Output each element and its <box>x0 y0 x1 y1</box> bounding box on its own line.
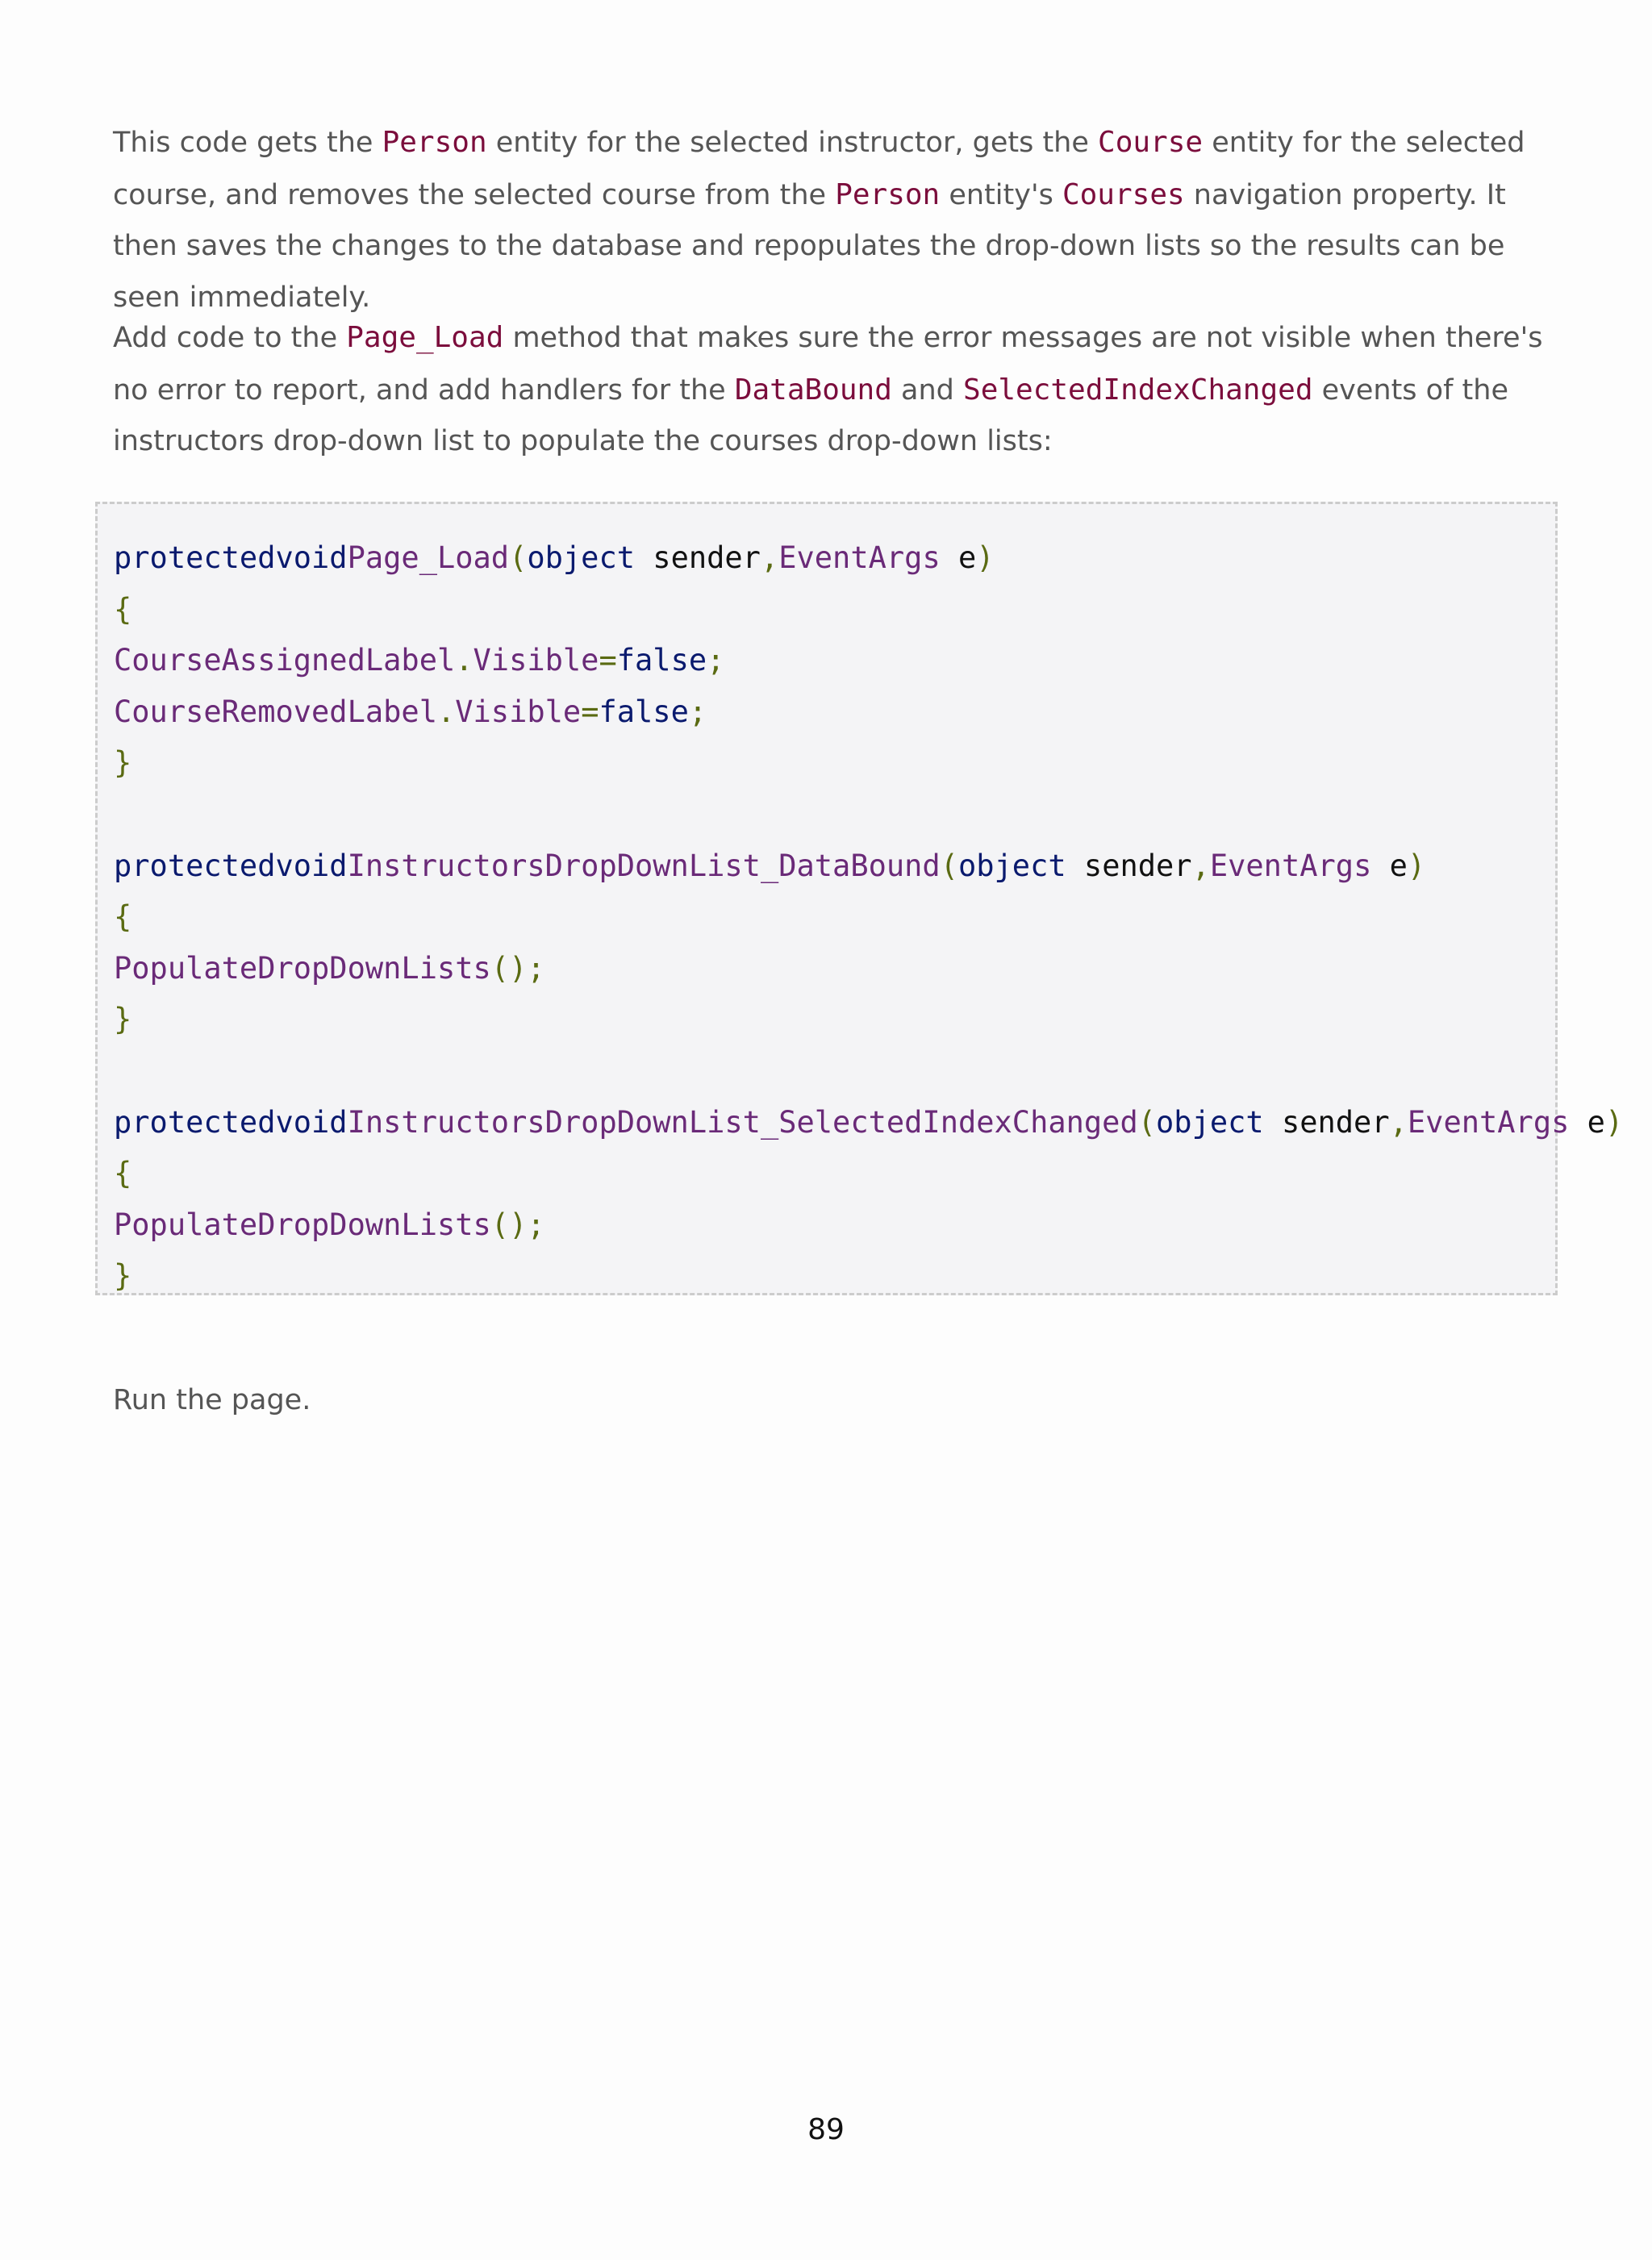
code-brace: } <box>114 745 132 781</box>
page-number: 89 <box>807 2113 845 2146</box>
code-parameter: sender <box>1066 848 1192 883</box>
code-punctuation: , <box>760 540 779 575</box>
code-identifier: CourseRemovedLabel <box>114 694 437 729</box>
code-keyword: false <box>616 643 707 678</box>
code-line <box>114 994 1555 1045</box>
code-line <box>114 584 1555 636</box>
inline-code-course: Course <box>1098 126 1204 159</box>
code-line <box>114 1250 1555 1302</box>
code-line <box>114 686 1555 738</box>
code-brace: } <box>114 1002 132 1037</box>
code-line <box>114 1148 1555 1199</box>
code-keyword: protected <box>114 1104 276 1140</box>
code-parameter: e <box>1569 1104 1605 1140</box>
text-run: and <box>891 373 964 407</box>
inline-code-courses: Courses <box>1062 177 1185 211</box>
text-run: Add code to the <box>113 322 347 354</box>
code-type: EventArgs <box>1407 1104 1570 1140</box>
code-line <box>114 943 1555 994</box>
inline-code-person: Person <box>835 177 941 211</box>
code-method-name: Page_Load <box>347 540 510 575</box>
paragraph-run-page: Run the page. <box>113 1384 311 1416</box>
code-keyword: object <box>1156 1104 1264 1140</box>
code-punctuation: ; <box>688 694 707 729</box>
code-parameter: e <box>940 540 977 575</box>
inline-code-databound: DataBound <box>734 373 892 407</box>
text-run: This code gets the <box>113 127 382 159</box>
inline-code-selectedindexchanged: SelectedIndexChanged <box>963 373 1313 407</box>
code-brace: } <box>114 1258 132 1294</box>
code-type: EventArgs <box>778 540 941 575</box>
code-keyword: false <box>599 694 689 729</box>
code-punctuation: ; <box>707 643 725 678</box>
code-method-name: InstructorsDropDownList_DataBound <box>347 848 941 883</box>
code-line <box>114 891 1555 943</box>
code-brace: { <box>114 899 132 935</box>
code-keyword: void <box>275 1104 348 1140</box>
code-keyword: protected <box>114 848 276 883</box>
code-identifier: Visible <box>455 694 582 729</box>
code-punctuation: ( <box>940 848 958 883</box>
code-keyword: protected <box>114 540 276 575</box>
code-punctuation: ) <box>1604 1104 1624 1140</box>
code-keyword: void <box>275 848 348 883</box>
code-method-call: PopulateDropDownLists <box>114 950 491 986</box>
paragraph-description <box>113 117 1557 323</box>
code-method-name: InstructorsDropDownList_SelectedIndexChanged <box>347 1104 1138 1140</box>
paragraph-instructions <box>113 312 1557 468</box>
code-punctuation: (); <box>490 950 545 986</box>
code-keyword: object <box>957 848 1066 883</box>
code-keyword: object <box>527 540 636 575</box>
code-brace: { <box>114 1156 132 1191</box>
code-blank-line <box>114 1045 1555 1097</box>
code-type: EventArgs <box>1209 848 1372 883</box>
code-parameter: sender <box>1263 1104 1390 1140</box>
code-punctuation: , <box>1191 848 1210 883</box>
code-punctuation: = <box>581 694 599 729</box>
code-line <box>114 840 1555 892</box>
code-punctuation: ( <box>1137 1104 1157 1140</box>
text-run: entity for the selected instructor, gets the <box>486 127 1099 159</box>
code-punctuation: ) <box>976 540 995 575</box>
code-punctuation: ) <box>1407 848 1426 883</box>
code-identifier: CourseAssignedLabel <box>114 643 456 678</box>
code-blank-line <box>114 789 1555 840</box>
code-brace: { <box>114 591 132 627</box>
text-run: method that makes sure the error messages are not visible when there's no error to report, and add handlers for the <box>113 322 1543 407</box>
code-line <box>114 737 1555 789</box>
text-run: events of the instructors drop-down list to populate the courses drop-down lists: <box>113 373 1508 457</box>
code-line <box>114 635 1555 686</box>
code-punctuation: , <box>1389 1104 1408 1140</box>
inline-code-person: Person <box>382 126 487 159</box>
code-punctuation: . <box>436 694 456 729</box>
code-parameter: e <box>1371 848 1408 883</box>
code-block <box>95 502 1624 1295</box>
code-punctuation: ( <box>509 540 528 575</box>
text-run: entity's <box>940 178 1062 211</box>
code-keyword: void <box>275 540 348 575</box>
text-run: entity for the selected course, and removes the selected course from the <box>113 127 1525 211</box>
code-parameter: sender <box>635 540 761 575</box>
code-punctuation: = <box>599 643 617 678</box>
code-punctuation: (); <box>490 1207 545 1242</box>
code-punctuation: . <box>455 643 473 678</box>
code-method-call: PopulateDropDownLists <box>114 1207 491 1242</box>
code-line <box>114 1097 1624 1149</box>
inline-code-page-load: Page_Load <box>346 321 504 354</box>
text-run: navigation property. It then saves the changes to the database and repopulates the drop-down lists so the results can be seen immediately. <box>113 178 1506 314</box>
code-line <box>114 532 1555 584</box>
code-identifier: Visible <box>473 643 599 678</box>
code-line <box>114 1199 1555 1251</box>
